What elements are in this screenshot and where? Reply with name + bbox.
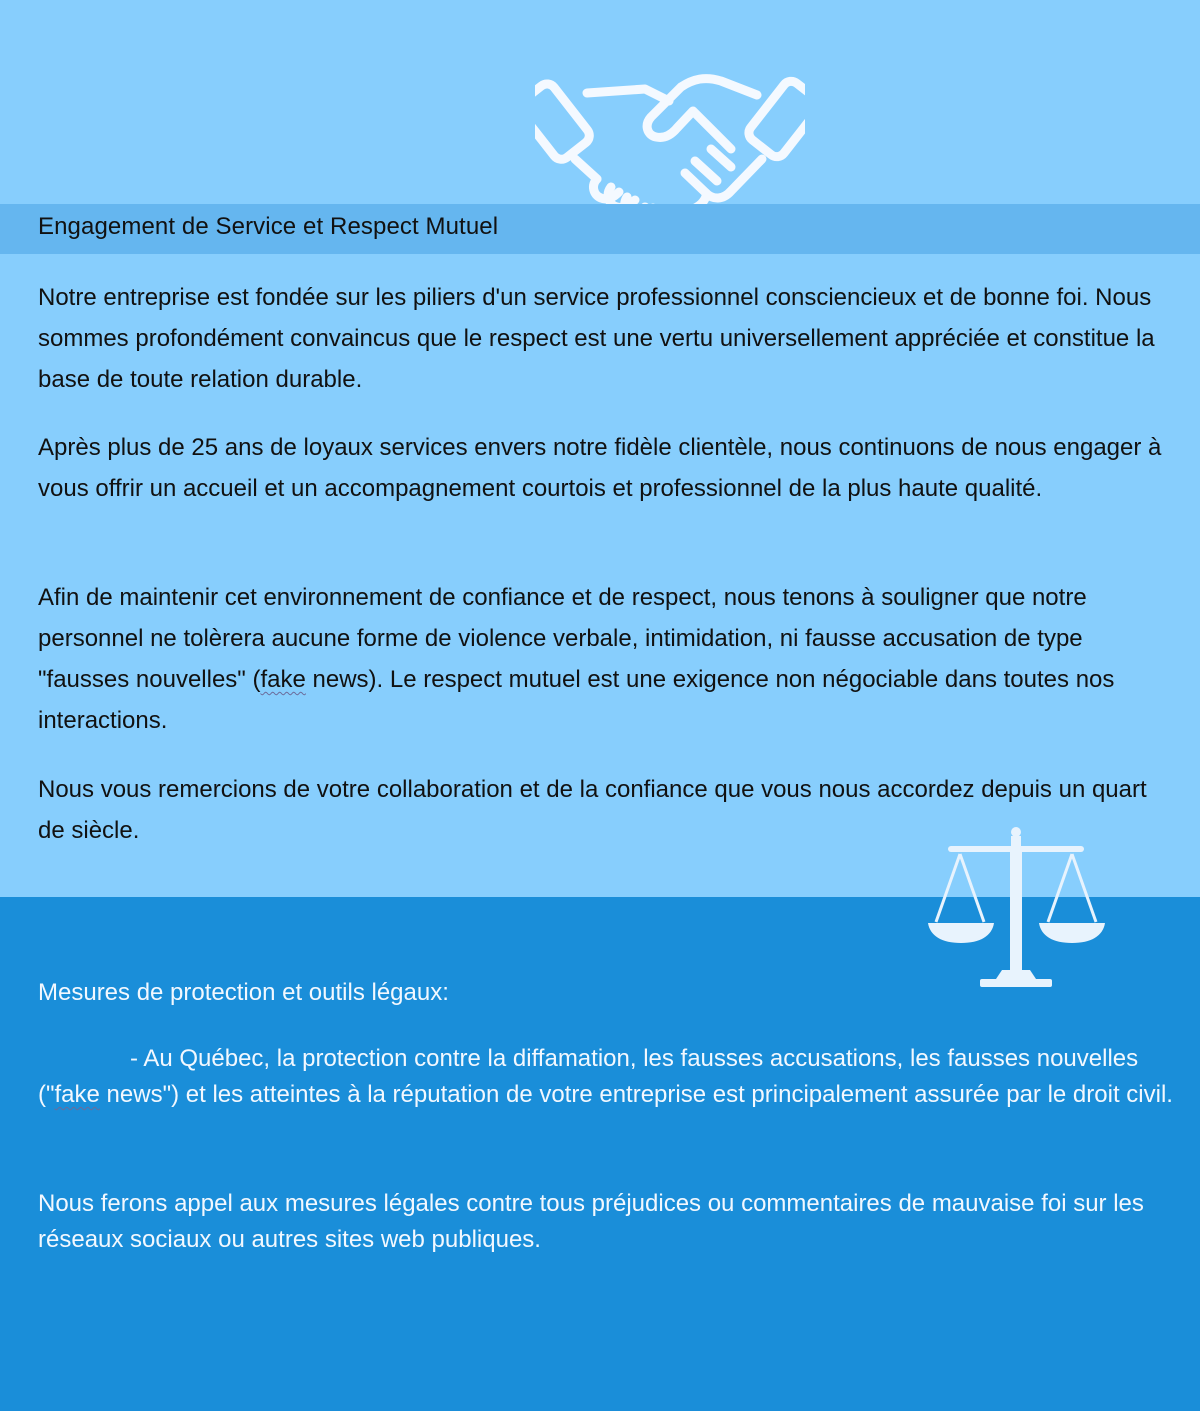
- paragraph-respect-policy-part1: Afin de maintenir cet environnement de confiance et de respect, nous tenons à souligner que notre personnel ne tolèrera aucune forme de violence verbale, intimidation, ni fausse accusation de type "fausses nouvelles" (: [38, 584, 1087, 693]
- paragraph-respect-policy-part2: news). Le respect mutuel est une exigence non négociable dans toutes nos interactions.: [38, 666, 1115, 734]
- spellcheck-word-fake: fake: [260, 666, 306, 693]
- legal-measures-title: Mesures de protection et outils légaux:: [38, 979, 449, 1006]
- paragraph-experience: Après plus de 25 ans de loyaux services envers notre fidèle clientèle, nous continuons de nous engager à vous offrir un accueil et un accompagnement courtois et professionnel de la plus haute qualité.: [38, 434, 1162, 502]
- paragraph-thanks: Nous vous remercions de votre collaboration et de la confiance que vous nous accordez depuis un quart de siècle.: [38, 776, 1147, 844]
- paragraph-respect-policy: [38, 577, 1170, 741]
- paragraph-legal-action: Nous ferons appel aux mesures légales contre tous préjudices ou commentaires de mauvaise foi sur les réseaux sociaux ou autres sites web publiques.: [38, 1190, 1144, 1253]
- spellcheck-word-fake: fake: [54, 1081, 100, 1108]
- section-title: Engagement de Service et Respect Mutuel: [38, 213, 499, 240]
- scales-of-justice-icon: [922, 826, 1112, 988]
- paragraph-foundation: Notre entreprise est fondée sur les piliers d'un service professionnel consciencieux et de bonne foi. Nous sommes profondément convaincus que le respect est une vertu universellement appréciée et constitue la base de toute relation durable.: [38, 284, 1155, 393]
- paragraph-quebec-protection: [38, 1041, 1180, 1113]
- paragraph-quebec-protection-part1: - Au Québec, la protection contre la diffamation, les fausses accusations, les fausses nouvelles (": [38, 1045, 1139, 1108]
- paragraph-quebec-protection-part2: news") et les atteintes à la réputation de votre entreprise est principalement assurée par le droit civil.: [99, 1081, 1173, 1108]
